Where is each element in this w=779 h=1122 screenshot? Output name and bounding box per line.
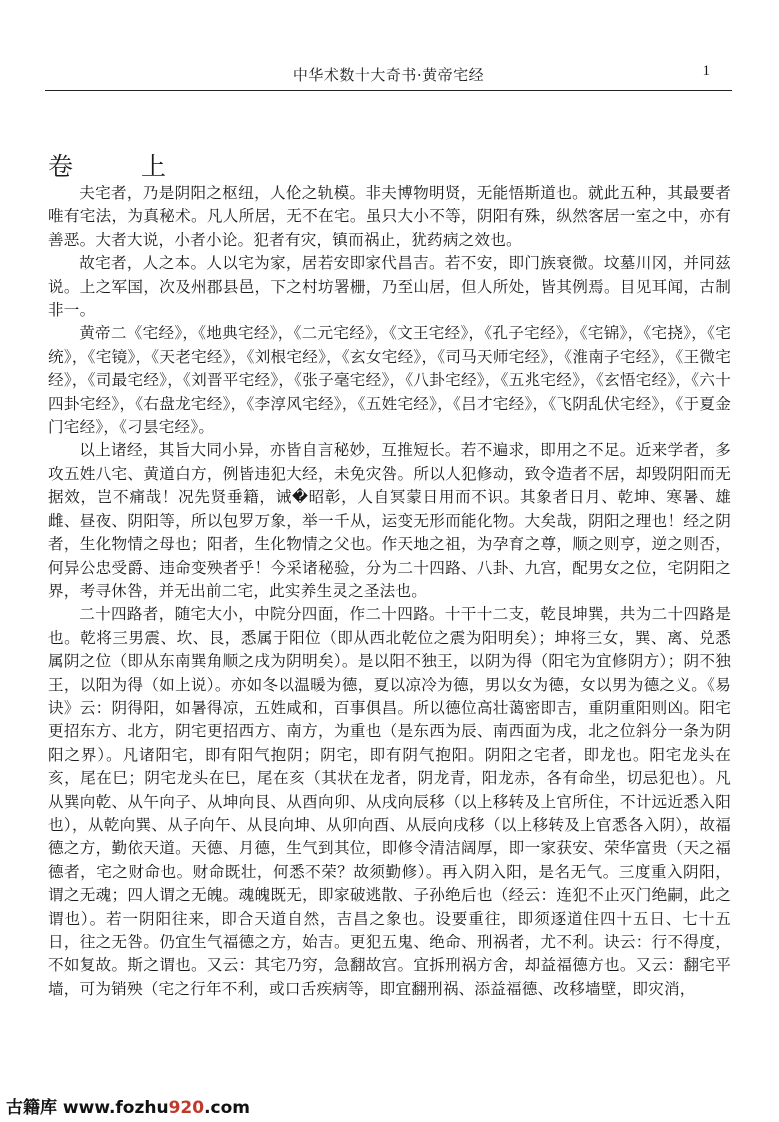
watermark-number: 920 — [168, 1098, 205, 1118]
page-header — [45, 58, 732, 91]
book-title: 中华术数十大奇书·黄帝宅经 — [292, 66, 485, 84]
watermark-prefix: 古籍库 www.fozhu — [6, 1098, 169, 1118]
page-number: 1 — [702, 63, 710, 79]
paragraph: 夫宅者，乃是阴阳之枢纽，人伦之轨模。非夫博物明贤，无能悟斯道也。就此五种，其最要者唯有宅法，为真秘术。凡人所居，无不在宅。虽只大小不等，阴阳有殊，纵然客居一室之中，亦有善恶。大者大说，小者小论。犯者有灾，镇而祸止，犹药病之效也。 — [48, 184, 731, 249]
paragraph: 故宅者，人之本。人以宅为家，居若安即家代昌吉。若不安，即门族衰微。坟墓川冈，并同兹说。上之军国，次及州郡县邑，下之村坊署栅，乃至山居，但人所处，皆其例焉。目见耳闻，古制非一。 — [48, 254, 731, 320]
site-watermark — [6, 1093, 250, 1118]
body-text — [48, 182, 731, 1001]
paragraph: 以上诸经，其旨大同小异，亦皆自言秘妙，互推短长。若不遍求，即用之不足。近来学者，多攻五姓八宅、黄道白方，例皆违犯大经，未免灾咎。所以人犯修动，致令造者不居，却毁阴阳而无据效，岂不痛哉！况先贤垂籍，诫�昭彰，人自冥蒙日用而不识。其象者日月、乾坤、寒暑、雄雌、昼夜、阴阳等，所以包罗万象，举一千从，运变无形而能化物。大矣哉，阴阳之理也！经之阴者，生化物情之母也；阳者，生化物情之父也。作天地之祖，为孕育之尊，顺之则亨，逆之则否，何异公忠受爵、违命变殃者乎！今采诸秘验，分为二十四路、八卦、九宫，配男女之位，宅阴阳之界，考寻休咎，并无出前二宅，此实养生灵之圣法也。 — [48, 441, 731, 600]
chapter-title: 卷 上 — [48, 151, 196, 181]
watermark-suffix: .com — [204, 1098, 251, 1118]
paragraph: 二十四路者，随宅大小，中院分四面，作二十四路。十干十二支，乾艮坤巽，共为二十四路是也。乾将三男震、坎、艮，悉属于阳位（即从西北乾位之震为阳明矣）；坤将三女，巽、离、兑悉属阴之位（即从东南巽角顺之戌为阴明矣）。是以阳不独王，以阴为得（阳宅为宜修阴方）；阴不独王，以阳为得（如上说）。亦如冬以温暖为德，夏以凉冷为德，男以女为德，女以男为德之义。《易诀》云：阴得阳，如暑得凉，五姓咸和，百事俱昌。所以德位高壮蔼密即吉，重阴重阳则凶。阳宅更招东方、北方，阴宅更招西方、南方，为重也（是东西为辰、南西面为戌，北之位斜分一条为阴阳之界）。凡诸阳宅，即有阳气抱阴；阴宅，即有阴气抱阳。阴阳之宅者，即龙也。阳宅龙头在亥，尾在巳；阴宅龙头在巳，尾在亥（其状在龙者，阴龙青，阳龙赤，各有命坐，切忌犯也）。凡从巽向乾、从午向子、从坤向艮、从酉向卯、从戌向辰移（以上移转及上官所住，不计远近悉入阳也），从乾向巽、从子向午、从艮向坤、从卯向酉、从辰向戌移（以上移转及上官悉各入阴），故福德之方，勤依天道。天德、月德，生气到其位，即修令清洁阔厚，即一家获安、荣华富贵（天之福德者，宅之财命也。财命既壮，何悉不荣？故须勤修）。再入阴入阳，是名无气。三度重入阴阳，谓之无魂；四人谓之无魄。魂魄既无，即家破逃散、子孙绝后也（经云：连犯不止灭门绝嗣，此之谓也）。若一阴阳往来，即合天道自然，吉昌之象也。设要重往，即须逐道住四十五日、七十五日，往之无咎。仍宜生气福德之方，始吉。更犯五鬼、绝命、刑祸者，尤不利。诀云：行不得度，不如复故。斯之谓也。又云：其宅乃穷，急翻故宫。宜拆刑祸方舍，却益福德方也。又云：翻宅平墙，可为销殃（宅之行年不利，或口舌疾病等，即宜翻刑祸、添益福德、改移墙壁，即灾消， — [48, 605, 731, 998]
paragraph: 黄帝二《宅经》，《地典宅经》，《二元宅经》，《文王宅经》，《孔子宅经》，《宅锦》，《宅挠》，《宅统》，《宅镜》，《天老宅经》，《刘根宅经》，《玄女宅经》，《司马天师宅经》，《淮南子宅经》，《王微宅经》，《司最宅经》，《刘晋平宅经》，《张子毫宅经》，《八卦宅经》，《五兆宅经》，《玄悟宅经》，《六十四卦宅经》，《右盘龙宅经》，《李淳风宅经》，《五姓宅经》，《吕才宅经》，《飞阴乱伏宅经》，《于夏金门宅经》，《刁昙宅经》。 — [48, 324, 731, 437]
